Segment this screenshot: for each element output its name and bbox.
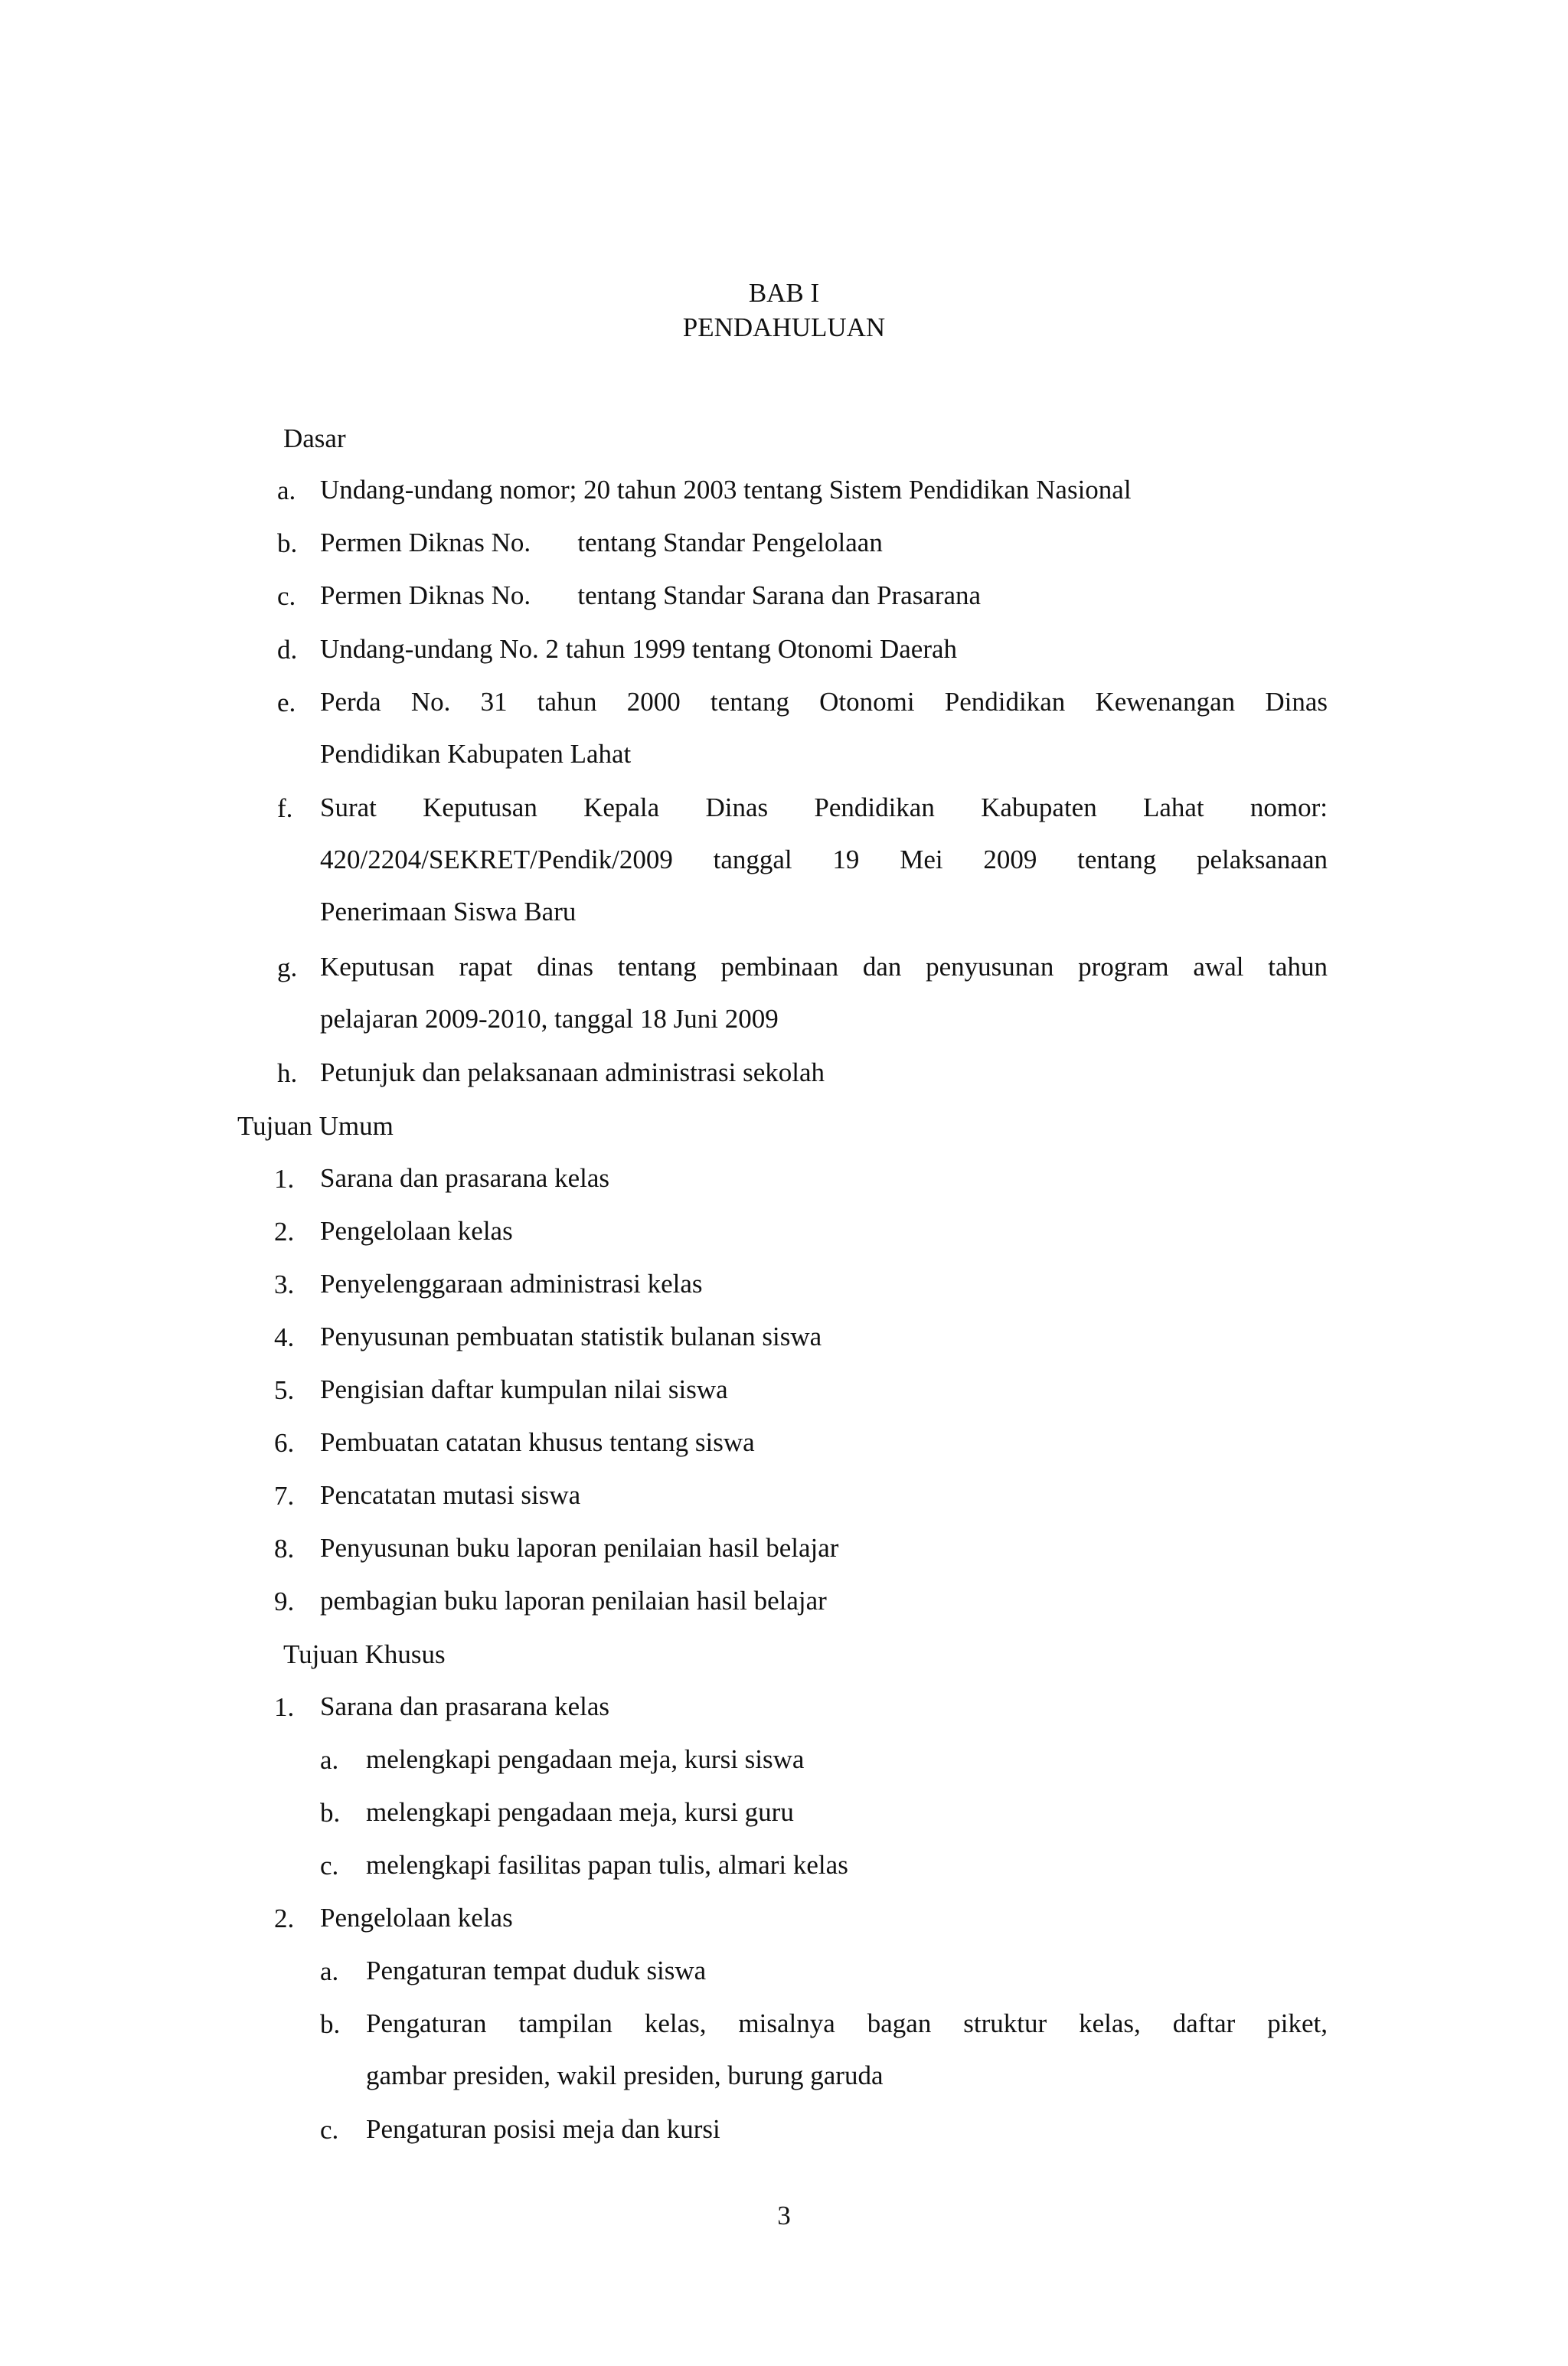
list-marker: c. [320, 1851, 339, 1881]
text-line: Surat Keputusan Kepala Dinas Pendidikan Kabupaten Lahat nomor: [320, 792, 1328, 822]
list-item-text [320, 941, 1328, 1045]
page-number: 3 [777, 2201, 791, 2230]
text-line: Perda No. 31 tahun 2000 tentang Otonomi Pendidikan Kewenangan Dinas [320, 687, 1328, 717]
list-item-text: Penyelenggaraan administrasi kelas [320, 1269, 703, 1299]
list-marker: b. [320, 2009, 341, 2039]
list-marker: 2. [274, 1217, 295, 1247]
chapter-title: PENDAHULUAN [682, 312, 886, 342]
list-marker: 2. [274, 1904, 295, 1933]
list-marker: a. [320, 1745, 339, 1775]
list-item-text: pembagian buku laporan penilaian hasil belajar [320, 1586, 827, 1616]
list-item-text: Undang-undang nomor; 20 tahun 2003 tentang Sistem Pendidikan Nasional [320, 475, 1132, 505]
text-line: gambar presiden, wakil presiden, burung garuda [366, 2060, 884, 2090]
list-marker: d. [277, 635, 298, 665]
text-line: 420/2204/SEKRET/Pendik/2009 tanggal 19 Mei 2009 tentang pelaksanaan [320, 845, 1328, 874]
section-heading-dasar: Dasar [283, 423, 346, 453]
text-line: pelajaran 2009-2010, tanggal 18 Juni 2009 [320, 1004, 779, 1034]
list-marker: 8. [274, 1534, 295, 1564]
list-marker: a. [320, 1956, 339, 1986]
group-title: Sarana dan prasarana kelas [320, 1691, 609, 1721]
list-marker: g. [277, 953, 298, 982]
list-item-text: Penyusunan buku laporan penilaian hasil belajar [320, 1533, 839, 1563]
list-item-text: Petunjuk dan pelaksanaan administrasi sekolah [320, 1057, 825, 1087]
list-marker: 5. [274, 1375, 295, 1405]
list-marker: 1. [274, 1692, 295, 1722]
list-item-text [320, 676, 1328, 780]
list-item-text: melengkapi pengadaan meja, kursi siswa [366, 1744, 805, 1774]
list-item-text: Sarana dan prasarana kelas [320, 1163, 609, 1193]
section-heading-tujuan-khusus: Tujuan Khusus [283, 1639, 446, 1669]
list-item-text: Pengelolaan kelas [320, 1216, 513, 1246]
list-marker: e. [277, 688, 296, 717]
list-item-text: Permen Diknas No. tentang Standar Pengelolaan [320, 528, 883, 557]
list-marker: b. [320, 1798, 341, 1828]
list-marker: h. [277, 1058, 298, 1088]
chapter-number: BAB I [748, 278, 820, 308]
list-item-text: Penyusunan pembuatan statistik bulanan siswa [320, 1322, 822, 1351]
group-title: Pengelolaan kelas [320, 1903, 513, 1933]
list-item-text: Pengaturan posisi meja dan kursi [366, 2114, 720, 2144]
list-marker: 3. [274, 1270, 295, 1299]
list-item-text: melengkapi pengadaan meja, kursi guru [366, 1797, 794, 1827]
list-marker: a. [277, 475, 296, 505]
list-marker: 7. [274, 1481, 295, 1511]
list-marker: 4. [274, 1322, 295, 1352]
list-item-text [320, 782, 1328, 938]
list-marker: b. [277, 528, 298, 558]
list-item-text: melengkapi fasilitas papan tulis, almari kelas [366, 1850, 848, 1880]
list-item-text [366, 1998, 1328, 2102]
text-line: Pendidikan Kabupaten Lahat [320, 739, 632, 769]
list-item-text: Permen Diknas No. tentang Standar Sarana dan Prasarana [320, 580, 982, 610]
list-item-text: Pembuatan catatan khusus tentang siswa [320, 1427, 755, 1457]
list-item-text: Pencatatan mutasi siswa [320, 1480, 581, 1510]
list-marker: c. [320, 2115, 339, 2145]
text-line: Penerimaan Siswa Baru [320, 897, 577, 926]
list-item-text: Pengaturan tempat duduk siswa [366, 1956, 707, 1985]
section-heading-tujuan-umum: Tujuan Umum [237, 1111, 394, 1141]
text-line: Pengaturan tampilan kelas, misalnya bagan struktur kelas, daftar piket, [366, 2008, 1328, 2038]
text-line: Keputusan rapat dinas tentang pembinaan dan penyusunan program awal tahun [320, 952, 1328, 982]
list-marker: f. [277, 793, 293, 823]
list-marker: c. [277, 581, 296, 611]
list-item-text: Undang-undang No. 2 tahun 1999 tentang Otonomi Daerah [320, 634, 958, 664]
list-marker: 1. [274, 1164, 295, 1194]
list-item-text: Pengisian daftar kumpulan nilai siswa [320, 1374, 728, 1404]
list-marker: 9. [274, 1587, 295, 1616]
list-marker: 6. [274, 1428, 295, 1458]
